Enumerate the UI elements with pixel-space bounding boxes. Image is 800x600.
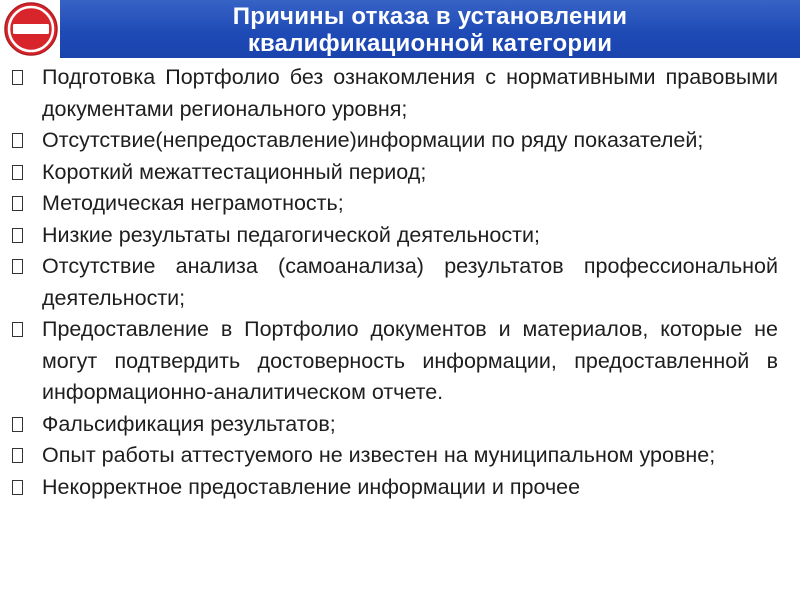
list-item [8,220,778,252]
reasons-list [8,62,778,503]
no-entry-icon [3,1,59,57]
list-item [8,251,778,314]
list-item [8,125,778,157]
bullet-box-icon [12,409,23,444]
bullet-box-icon [12,125,23,160]
bullet-box-icon [12,472,23,507]
list-item [8,472,778,504]
title-banner [60,0,800,58]
list-item-text: Отсутствие(непредоставление)информации по ряду показателей; [42,128,704,152]
list-item-text: Опыт работы аттестуемого не известен на муниципальном уровне; [42,443,716,467]
bullet-box-icon [12,188,23,223]
list-item [8,440,778,472]
list-item [8,188,778,220]
bullet-box-icon [12,251,23,286]
page-title-line-2: квалификационной категории [247,30,613,57]
bullet-box-icon [12,62,23,97]
list-item-text: Короткий межаттестационный период; [42,159,427,184]
page-title-line-1: Причины отказа в установлении [232,3,628,30]
list-item [8,157,778,189]
list-item-text: Некорректное предоставление информации и прочее [42,474,581,499]
bullet-box-icon [12,157,23,192]
list-item [8,62,778,125]
list-item-text: Фальсификация результатов; [42,411,336,436]
bullet-box-icon [12,440,23,475]
list-item-text: Низкие результаты педагогической деятельности; [42,222,540,247]
list-item [8,409,778,441]
list-item-text: Предоставление в Портфолио документов и материалов, которые не могут подтвердить достоверность информации, предоставленной в информационно-аналитическом отчете. [42,317,778,404]
list-item-text: Методическая неграмотность; [42,191,344,215]
list-item-text: Подготовка Портфолио без ознакомления с нормативными правовыми документами регионального уровня; [42,65,778,121]
bullet-box-icon [12,220,23,255]
list-item [8,314,778,409]
list-item-text: Отсутствие анализа (самоанализа) результатов профессиональной деятельности; [42,254,778,310]
bullet-box-icon [12,314,23,349]
